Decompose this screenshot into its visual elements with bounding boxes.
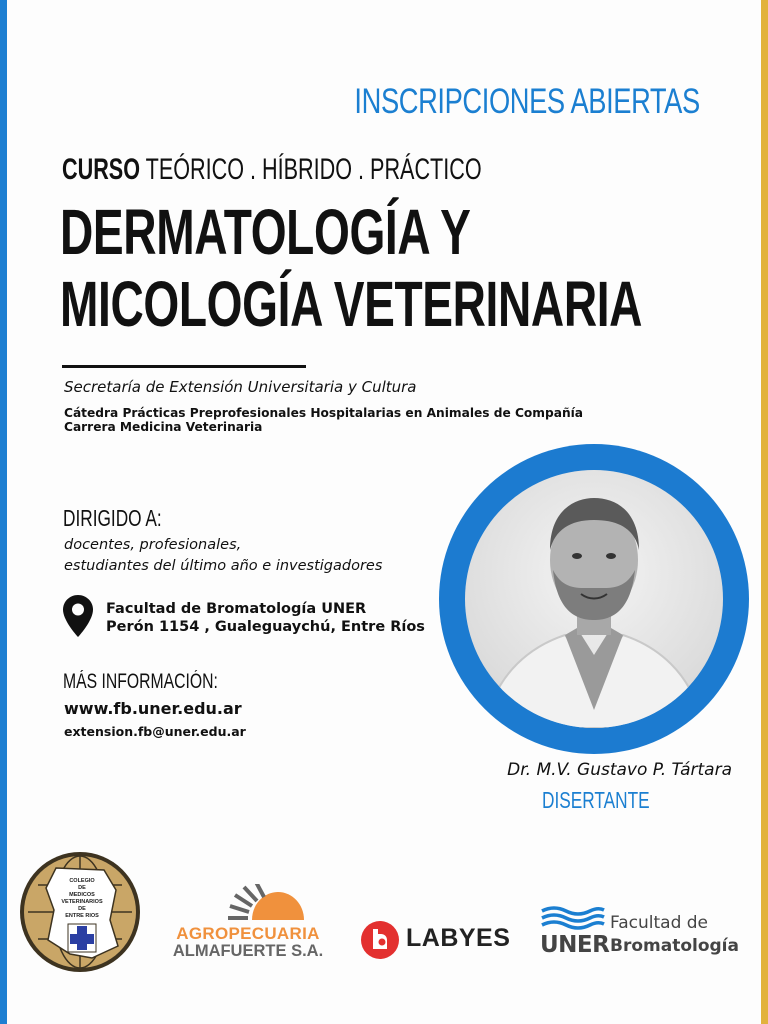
speaker-photo-ring [439, 444, 749, 754]
course-label: CURSO [62, 153, 141, 186]
location-name: Facultad de Bromatología UNER [106, 601, 367, 617]
title-divider [62, 365, 306, 368]
location-block [106, 600, 425, 636]
uner-waves-icon [540, 905, 606, 931]
speaker-photo [465, 470, 723, 728]
labyes-mark-icon [360, 920, 400, 960]
colegio-text-6: ENTRE RIOS [65, 913, 99, 919]
course-type [62, 153, 482, 187]
catedra-block [64, 406, 583, 434]
registration-banner: INSCRIPCIONES ABIERTAS [354, 82, 700, 121]
right-edge-bar [761, 0, 768, 1024]
audience-line1: docentes, profesionales, [64, 537, 242, 553]
carrera-text: Carrera Medicina Veterinaria [64, 420, 263, 434]
catedra-text: Cátedra Prácticas Preprofesionales Hospitalarias en Animales de Compañía [64, 406, 584, 420]
audience-text [64, 535, 382, 577]
uner-bromatologia-logo [540, 905, 740, 965]
left-edge-bar [0, 0, 7, 1024]
speaker-name: Dr. M.V. Gustavo P. Tártara [507, 760, 732, 780]
audience-label: DIRIGIDO A: [63, 505, 162, 531]
colegio-veterinarios-logo [18, 850, 142, 974]
location-pin-icon [62, 594, 94, 638]
secretaria-text: Secretaría de Extensión Universitaria y Cultura [64, 378, 417, 396]
colegio-text-5: DE [78, 906, 86, 912]
labyes-name: LABYES [406, 924, 511, 952]
course-title-line1: DERMATOLOGÍA Y [60, 196, 471, 268]
speaker-portrait-icon [465, 470, 723, 728]
labyes-logo [360, 918, 510, 962]
facultad-line2: Bromatología [610, 936, 739, 956]
colegio-text-3: MEDICOS [69, 892, 95, 898]
colegio-text-1: COLEGIO [69, 878, 95, 884]
course-modes: TEÓRICO . HÍBRIDO . PRÁCTICO [145, 153, 482, 186]
course-title-line2: MICOLOGÍA VETERINARIA [60, 268, 643, 340]
agro-name-line1: AGROPECUARIA [176, 924, 320, 943]
agro-name-line2: ALMAFUERTE S.A. [172, 942, 324, 960]
website-link[interactable]: www.fb.uner.edu.ar [64, 699, 242, 718]
info-label: MÁS INFORMACIÓN: [63, 670, 218, 693]
course-title [60, 196, 642, 340]
colegio-text-2: DE [78, 885, 86, 891]
uner-name: UNER [540, 932, 610, 958]
location-address: Perón 1154 , Gualeguaychú, Entre Ríos [106, 619, 425, 635]
speaker-role: DISERTANTE [542, 787, 650, 813]
agropecuaria-almafuerte-logo [168, 884, 328, 964]
facultad-line1: Facultad de [610, 913, 709, 933]
email-link[interactable]: extension.fb@uner.edu.ar [64, 724, 246, 739]
audience-line2: estudiantes del último año e investigadores [64, 558, 383, 574]
colegio-text-4: VETERINARIOS [61, 899, 103, 905]
agro-sun-icon [168, 884, 328, 924]
